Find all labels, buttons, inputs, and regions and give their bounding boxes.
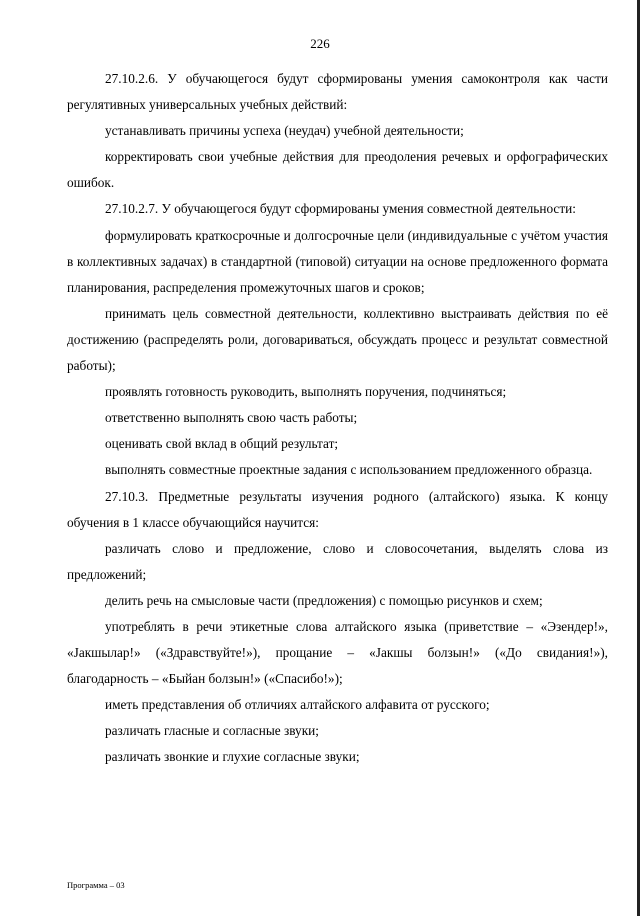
list-item: иметь представления об отличиях алтайского алфавита от русского; — [105, 697, 490, 713]
list-item: проявлять готовность руководить, выполнять поручения, подчиняться; — [105, 384, 507, 400]
paragraph-27-10-2-6: 27.10.2.6. У обучающегося будут сформированы умения самоконтроля как части регулятивных универсальных учебных действий: — [67, 71, 608, 113]
page-body — [67, 66, 608, 771]
list-item: принимать цель совместной деятельности, коллективно выстраивать действия по её достижению (распределять роли, договариваться, обсуждать процесс и результат совместной работы); — [67, 305, 608, 374]
list-item: формулировать краткосрочные и долгосрочные цели (индивидуальные с учётом участия в коллективных задачах) в стандартной (типовой) ситуации на основе предложенного формата планирования, распределения промежуточных шагов и сроков; — [67, 227, 608, 295]
list-item: различать гласные и согласные звуки; — [105, 723, 319, 739]
list-item: корректировать свои учебные действия для преодоления речевых и орфографических ошибок. — [67, 149, 608, 191]
footer-label: Программа – 03 — [67, 880, 125, 890]
list-item: выполнять совместные проектные задания с использованием предложенного образца. — [105, 462, 593, 478]
list-item: различать звонкие и глухие согласные звуки; — [105, 749, 360, 765]
paragraph-27-10-2-7: 27.10.2.7. У обучающегося будут сформированы умения совместной деятельности: — [105, 201, 576, 217]
list-item: оценивать свой вклад в общий результат; — [105, 436, 339, 452]
paragraph-27-10-3: 27.10.3. Предметные результаты изучения родного (алтайского) языка. К концу обучения в 1 классе обучающийся научится: — [67, 488, 608, 530]
list-item: различать слово и предложение, слово и словосочетания, выделять слова из предложений; — [67, 540, 608, 582]
page-number: 226 — [310, 36, 330, 51]
list-item: употреблять в речи этикетные слова алтайского языка (приветствие – «Эзендер!», «Jакшылар!» («Здравствуйте!»), прощание – «Jакшы болзын!» («До свидания!»), благодарность – «Быйан болзын!» («Спасибо!»); — [67, 618, 608, 687]
list-item: ответственно выполнять свою часть работы; — [105, 410, 358, 426]
list-item: делить речь на смысловые части (предложения) с помощью рисунков и схем; — [105, 592, 543, 608]
list-item: устанавливать причины успеха (неудач) учебной деятельности; — [105, 123, 464, 139]
